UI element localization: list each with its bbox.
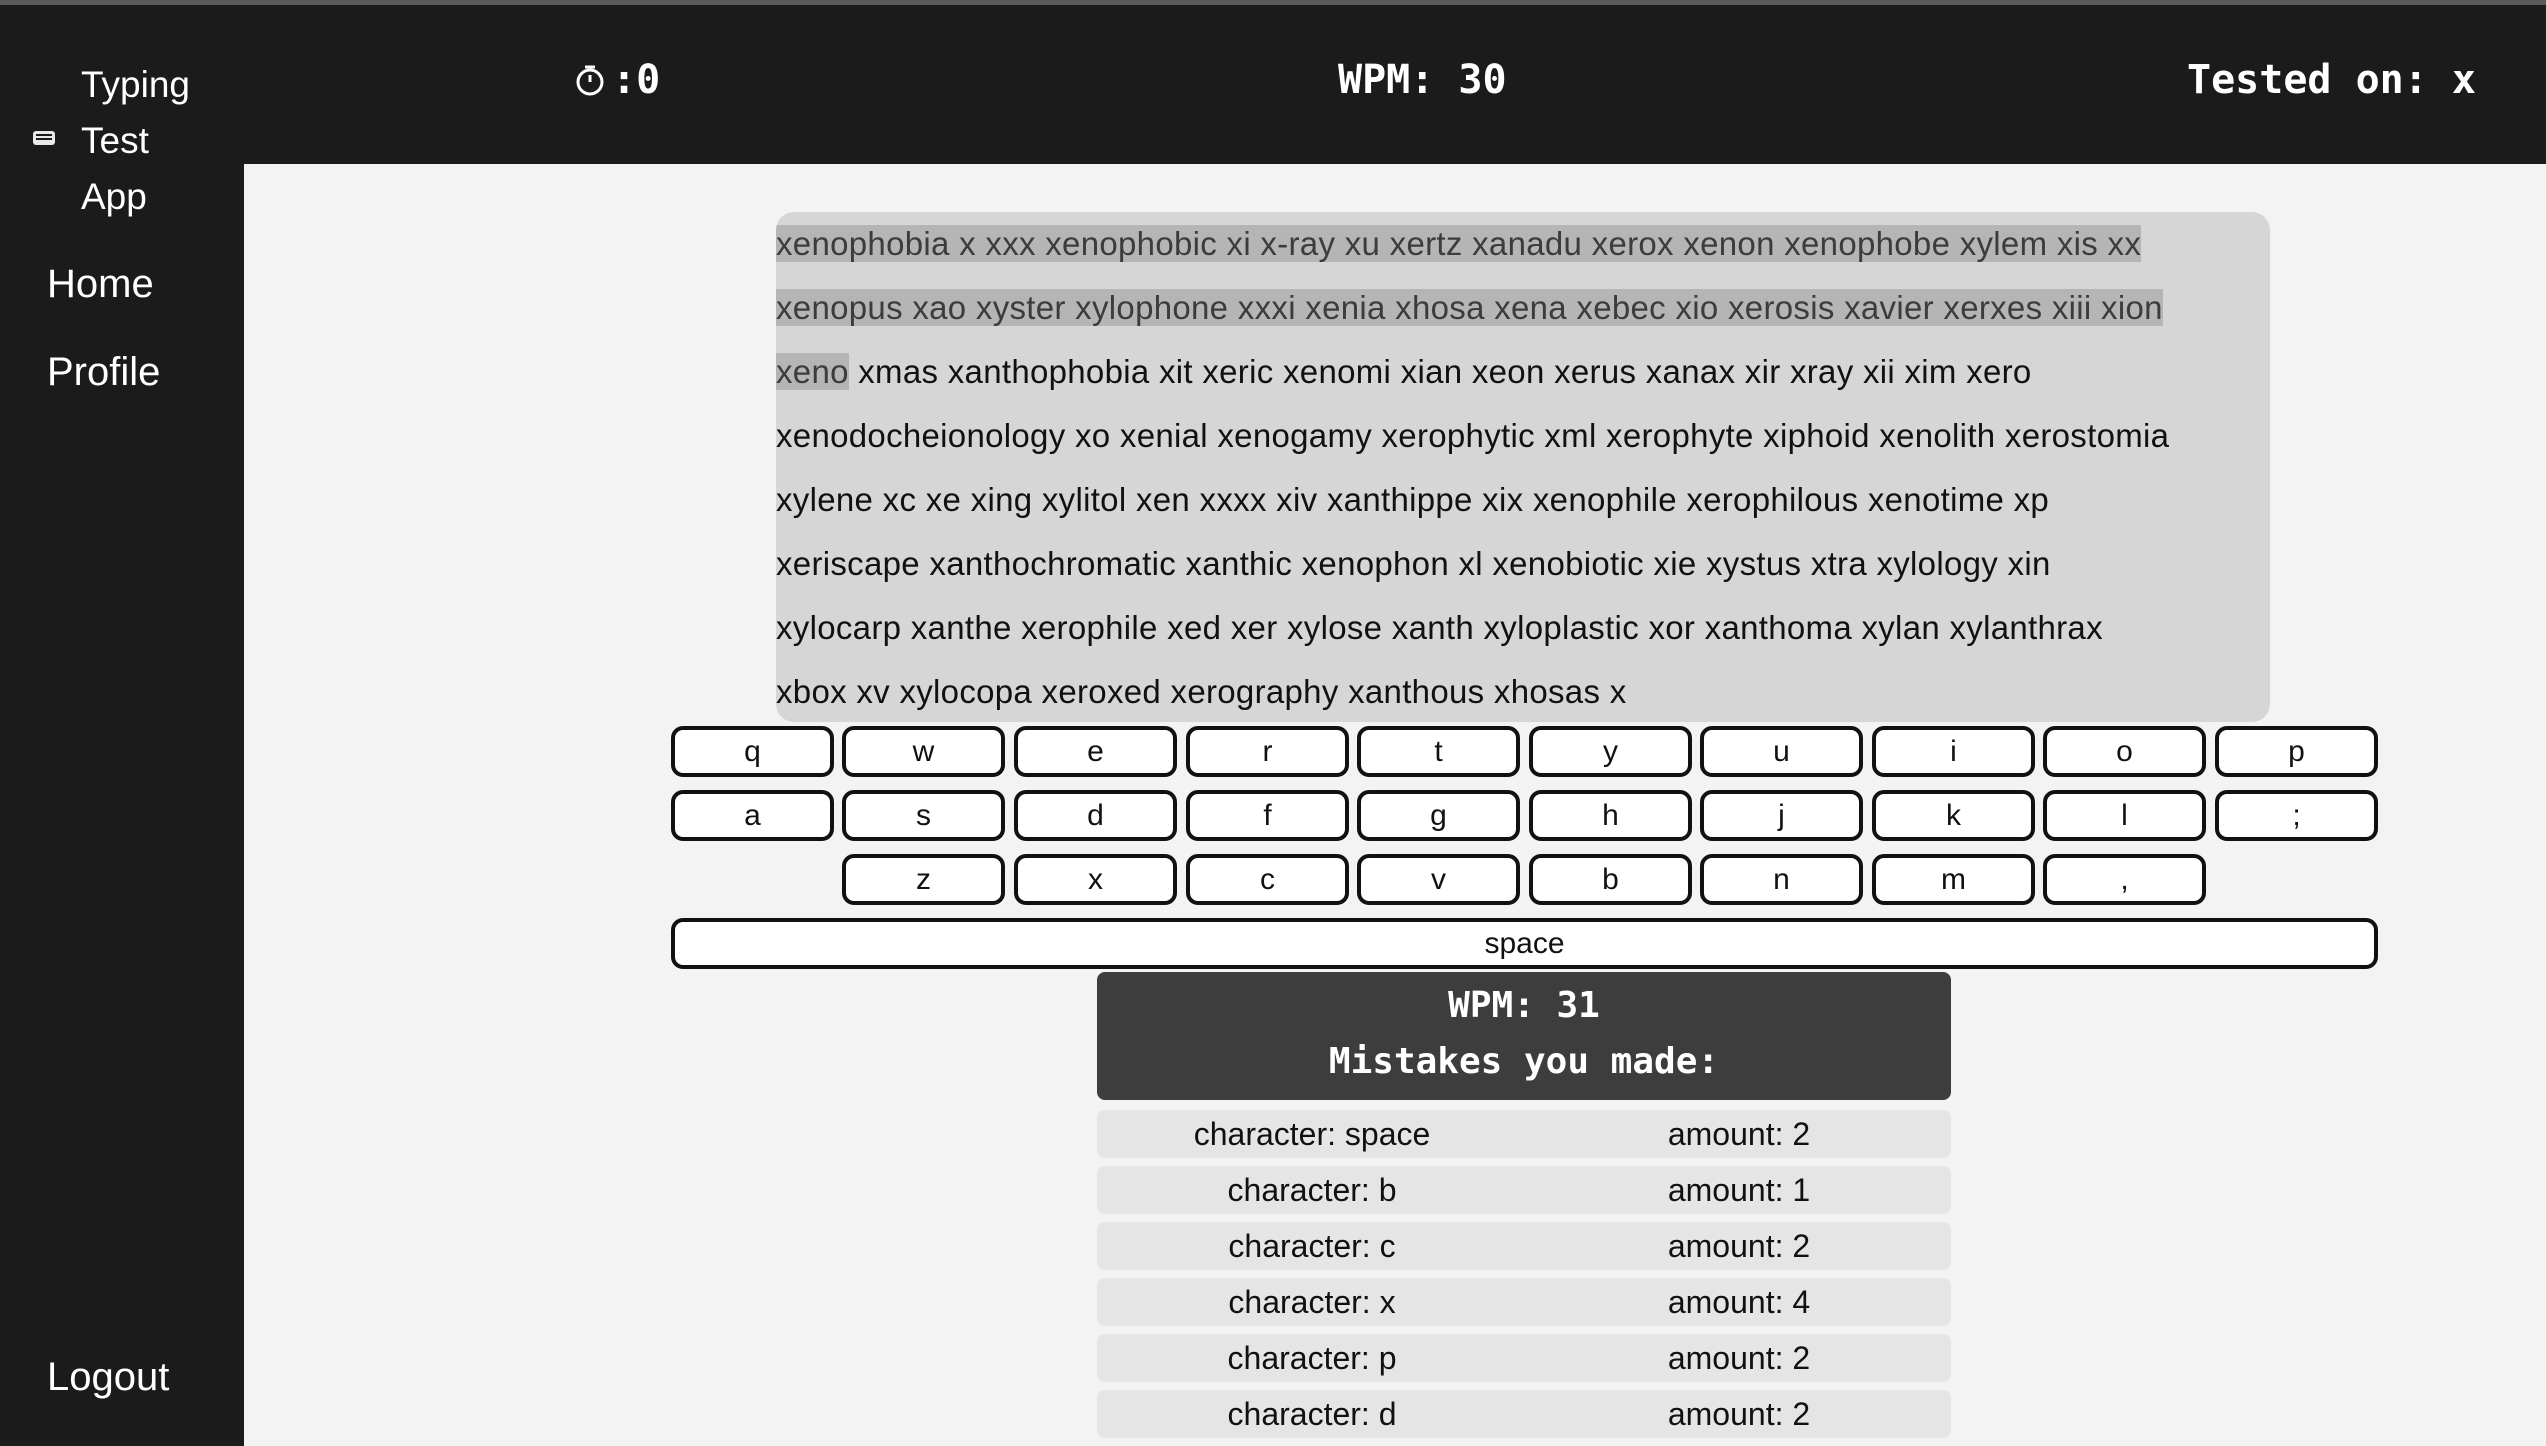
typed-text: xenophobia x xxx xenophobic xi x-ray xu xertz xanadu xerox xenon xenophobe xylem xis xx — [776, 225, 2142, 262]
mistake-row — [1097, 1222, 1951, 1270]
mistake-character: character: space — [1193, 1116, 1431, 1152]
brand-line-1: Typing — [81, 64, 191, 105]
text-line — [776, 660, 1627, 722]
nav-home[interactable]: Home — [47, 262, 154, 306]
mistake-row — [1097, 1334, 1951, 1382]
key-v[interactable]: v — [1357, 854, 1520, 905]
mistake-character: character: x — [1228, 1284, 1396, 1320]
mistakes-title: Mistakes you made: — [1328, 1041, 1720, 1082]
key-space[interactable]: space — [671, 918, 2378, 969]
key-q[interactable]: q — [671, 726, 834, 777]
mistake-row — [1097, 1390, 1951, 1438]
key-g[interactable]: g — [1357, 790, 1520, 841]
key-semicolon[interactable]: ; — [2215, 790, 2378, 841]
typing-text-area[interactable] — [776, 212, 2270, 722]
key-f[interactable]: f — [1186, 790, 1349, 841]
timer-value: :0 — [612, 57, 661, 103]
key-a[interactable]: a — [671, 790, 834, 841]
key-t[interactable]: t — [1357, 726, 1520, 777]
key-h[interactable]: h — [1529, 790, 1692, 841]
app-brand — [0, 57, 244, 227]
mistake-row — [1097, 1278, 1951, 1326]
key-l[interactable]: l — [2043, 790, 2206, 841]
remaining-text: xylocarp xanthe xerophile xed xer xylose xanth xyloplastic xor xanthoma xylan xylanthrax — [776, 609, 2103, 646]
keyboard-icon — [33, 131, 55, 145]
key-u[interactable]: u — [1700, 726, 1863, 777]
mistake-row — [1097, 1166, 1951, 1214]
remaining-text: xenodocheionology xo xenial xenogamy xerophytic xml xerophyte xiphoid xenolith xerostomia — [776, 417, 2170, 454]
text-line — [776, 468, 2049, 532]
key-z[interactable]: z — [842, 854, 1005, 905]
wpm-display: WPM: 30 — [1338, 57, 1507, 103]
key-j[interactable]: j — [1700, 790, 1863, 841]
typed-text: xeno — [776, 353, 849, 390]
key-p[interactable]: p — [2215, 726, 2378, 777]
mistake-character: character: c — [1228, 1228, 1396, 1264]
results-panel — [1097, 972, 1951, 1100]
remaining-text: xbox xv xylocopa xeroxed xerography xanthous xhosas x — [776, 673, 1627, 710]
key-e[interactable]: e — [1014, 726, 1177, 777]
text-line — [776, 212, 2141, 276]
sidebar — [0, 5, 244, 1446]
brand-line-3: App — [81, 176, 147, 217]
key-i[interactable]: i — [1872, 726, 2035, 777]
key-k[interactable]: k — [1872, 790, 2035, 841]
nav-logout[interactable]: Logout — [47, 1355, 170, 1399]
mistake-amount: amount: 2 — [1667, 1228, 1811, 1264]
timer — [574, 57, 660, 103]
text-line — [776, 340, 2032, 404]
remaining-text: xeriscape xanthochromatic xanthic xenophon xl xenobiotic xie xystus xtra xylology xin — [776, 545, 2051, 582]
tested-on-label: Tested on: x — [2187, 57, 2476, 103]
mistake-amount: amount: 4 — [1667, 1284, 1811, 1320]
stopwatch-icon — [574, 64, 606, 96]
key-comma[interactable]: , — [2043, 854, 2206, 905]
typed-text: xenopus xao xyster xylophone xxxi xenia xhosa xena xebec xio xerosis xavier xerxes xiii xion — [776, 289, 2163, 326]
mistake-amount: amount: 2 — [1667, 1116, 1811, 1152]
text-line — [776, 532, 2051, 596]
key-o[interactable]: o — [2043, 726, 2206, 777]
text-line — [776, 596, 2103, 660]
key-r[interactable]: r — [1186, 726, 1349, 777]
mistake-character: character: b — [1227, 1172, 1397, 1208]
brand-line-2: Test — [81, 120, 149, 161]
mistake-amount: amount: 1 — [1667, 1172, 1811, 1208]
key-s[interactable]: s — [842, 790, 1005, 841]
key-m[interactable]: m — [1872, 854, 2035, 905]
text-line — [776, 276, 2163, 340]
key-b[interactable]: b — [1529, 854, 1692, 905]
key-y[interactable]: y — [1529, 726, 1692, 777]
text-line — [776, 404, 2169, 468]
mistake-amount: amount: 2 — [1667, 1396, 1811, 1432]
mistake-amount: amount: 2 — [1667, 1340, 1811, 1376]
key-d[interactable]: d — [1014, 790, 1177, 841]
key-x[interactable]: x — [1014, 854, 1177, 905]
mistake-character: character: p — [1227, 1340, 1397, 1376]
result-wpm: WPM: 31 — [1448, 985, 1600, 1026]
key-w[interactable]: w — [842, 726, 1005, 777]
stats-header — [244, 5, 2546, 164]
nav-profile[interactable]: Profile — [47, 350, 161, 394]
remaining-text: xmas xanthophobia xit xeric xenomi xian xeon xerus xanax xir xray xii xim xero — [848, 353, 2032, 390]
mistake-character: character: d — [1227, 1396, 1397, 1432]
key-c[interactable]: c — [1186, 854, 1349, 905]
key-n[interactable]: n — [1700, 854, 1863, 905]
remaining-text: xylene xc xe xing xylitol xen xxxx xiv xanthippe xix xenophile xerophilous xenotime xp — [776, 481, 2050, 518]
mistake-row — [1097, 1110, 1951, 1158]
